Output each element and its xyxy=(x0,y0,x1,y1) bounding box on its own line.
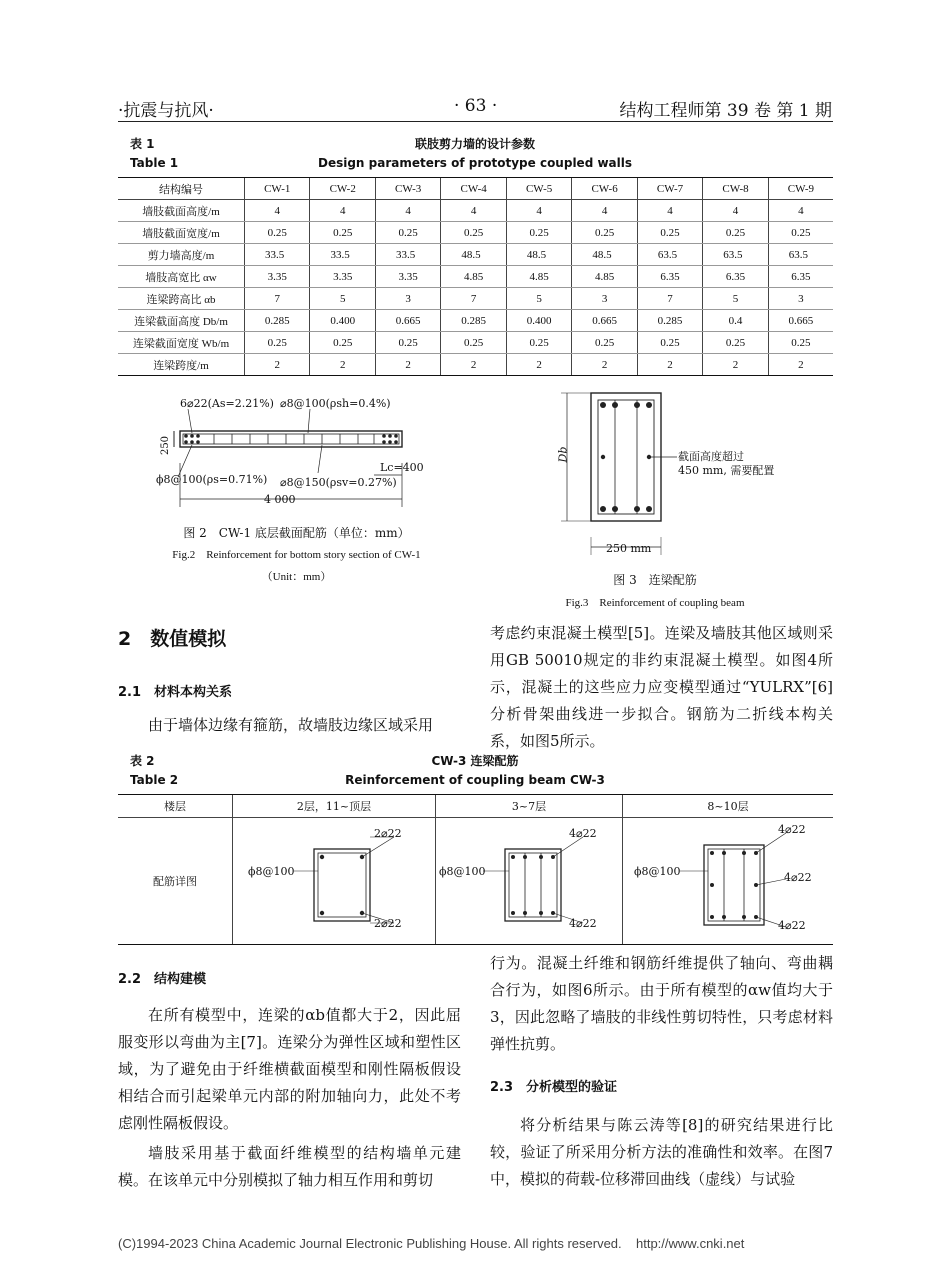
t1-col-cw-1: CW-1 xyxy=(245,178,310,200)
table-cell: 6.35 xyxy=(703,266,768,288)
table-cell: 5 xyxy=(506,288,571,310)
t2-detail-2 xyxy=(436,818,623,945)
footer-url: http://www.cnki.net xyxy=(636,1236,745,1251)
table2-title-en: Reinforcement of coupling beam CW-3 xyxy=(345,773,605,787)
row-label: 剪力墙高度/m xyxy=(118,244,245,266)
table-cell: 4.85 xyxy=(441,266,506,288)
t2-d3-top: 4⌀22 xyxy=(778,823,806,836)
table-row xyxy=(118,266,833,288)
section-2-2-title: 2.2 结构建模 xyxy=(118,972,207,987)
section-2-3-paragraph: 将分析结果与陈云涛等[8]的研究结果进行比较，验证了所采用分析方法的准确性和效率。在图7中，模拟的荷载-位移滞回曲线（虚线）与试验 xyxy=(490,1116,833,1188)
table-cell: 0.285 xyxy=(441,310,506,332)
table-cell: 0.25 xyxy=(703,332,768,354)
fig3-caption-en: Fig.3 Reinforcement of coupling beam xyxy=(565,597,745,609)
fig3-ann-note-line2: 450 mm, 需要配置 xyxy=(678,464,775,477)
table-cell: 0.25 xyxy=(768,222,833,244)
table2-label-en: Table 2 xyxy=(130,773,179,787)
t2-col-3-7: 3~7层 xyxy=(436,795,623,818)
fig3-caption-cn: 图 3 连梁配筋 xyxy=(613,573,697,587)
table-cell: 2 xyxy=(310,354,375,376)
t2-d3-mid: 4⌀22 xyxy=(784,871,812,884)
row-label: 墙肢截面宽度/m xyxy=(118,222,245,244)
table1-title-en: Design parameters of prototype coupled walls xyxy=(317,156,633,170)
t1-col-cw-4: CW-4 xyxy=(441,178,506,200)
table1-title-cn: 联肢剪力墙的设计参数 xyxy=(414,137,535,151)
fig2-ann-height: 250 xyxy=(160,435,172,456)
t2-col-2-11: 2层，11~顶层 xyxy=(233,795,436,818)
table-cell: 0.25 xyxy=(637,222,702,244)
table-cell: 2 xyxy=(506,354,571,376)
table-cell: 4.85 xyxy=(572,266,637,288)
fig2-ann-horizontal: ⌀8@100(ρsh=0.4%) xyxy=(280,397,391,410)
table2-label-cn: 表 2 xyxy=(130,754,155,768)
section-2-1-right-paragraph: 考虑约束混凝土模型[5]。连梁及墙肢其他区域则采用GB 50010规定的非约束混凝土模型。如图4所示，混凝土的这些应力应变模型通过“YULRX”[6]分析骨架曲线进一步拟合。钢筋为二折线本构关系，如图5所示。 xyxy=(490,624,833,750)
fig2-ann-width: 4 000 xyxy=(264,493,296,506)
header-page-number: · 63 · xyxy=(454,96,498,116)
table-cell: 7 xyxy=(441,288,506,310)
table-row xyxy=(118,244,833,266)
table-cell: 2 xyxy=(768,354,833,376)
table-cell: 3 xyxy=(572,288,637,310)
t2-col-floor: 楼层 xyxy=(118,795,233,818)
fig2-ann-stirrup: ϕ8@100(ρs=0.71%) xyxy=(156,473,268,486)
table-cell: 0.25 xyxy=(310,332,375,354)
t2-detail-3 xyxy=(623,818,834,945)
footer-copyright: (C)1994-2023 China Academic Journal Electronic Publishing House. All rights reserved. xyxy=(118,1236,622,1251)
table-cell: 0.25 xyxy=(245,332,310,354)
table-cell: 0.25 xyxy=(245,222,310,244)
table-cell: 0.25 xyxy=(768,332,833,354)
table-cell: 0.25 xyxy=(375,332,440,354)
row-label: 连梁跨高比 αb xyxy=(118,288,245,310)
table-row xyxy=(118,332,833,354)
table-row xyxy=(118,288,833,310)
table-cell: 3.35 xyxy=(245,266,310,288)
table-cell: 7 xyxy=(637,288,702,310)
table-cell: 33.5 xyxy=(245,244,310,266)
table-cell: 4 xyxy=(441,200,506,222)
header-journal: 结构工程师第 39 卷 第 1 期 xyxy=(619,101,832,121)
table-cell: 0.25 xyxy=(703,222,768,244)
table-cell: 4 xyxy=(245,200,310,222)
table-cell: 48.5 xyxy=(441,244,506,266)
table-cell: 63.5 xyxy=(768,244,833,266)
t2-d1-bottom: 2⌀22 xyxy=(374,917,402,930)
table-cell: 0.4 xyxy=(703,310,768,332)
table-cell: 2 xyxy=(375,354,440,376)
fig3-ann-width: 250 mm xyxy=(606,542,652,555)
table-cell: 4 xyxy=(310,200,375,222)
table-cell: 0.25 xyxy=(637,332,702,354)
table-cell: 0.25 xyxy=(506,332,571,354)
t2-detail-1-drawing xyxy=(234,819,434,943)
section-2-1-title: 2.1 材料本构关系 xyxy=(118,685,233,700)
table-cell: 0.25 xyxy=(441,332,506,354)
header-rule xyxy=(118,121,833,122)
table-cell: 33.5 xyxy=(375,244,440,266)
table-cell: 4.85 xyxy=(506,266,571,288)
t2-d1-stirrup: ϕ8@100 xyxy=(248,865,295,878)
table-cell: 4 xyxy=(768,200,833,222)
t1-col-cw-8: CW-8 xyxy=(703,178,768,200)
table-cell: 4 xyxy=(572,200,637,222)
t2-d3-bottom: 4⌀22 xyxy=(778,919,806,932)
header-section: ·抗震与抗风· xyxy=(118,101,214,121)
t2-col-8-10: 8~10层 xyxy=(623,795,834,818)
t2-detail-1 xyxy=(233,818,436,945)
table-cell: 2 xyxy=(572,354,637,376)
table-cell: 0.400 xyxy=(506,310,571,332)
table-cell: 3.35 xyxy=(310,266,375,288)
table-cell: 63.5 xyxy=(703,244,768,266)
table-cell: 3 xyxy=(768,288,833,310)
table-cell: 3 xyxy=(375,288,440,310)
fig2-caption-cn: 图 2 CW-1 底层截面配筋（单位：mm） xyxy=(183,526,410,540)
t2-row-label: 配筋详图 xyxy=(118,818,233,945)
table-cell: 6.35 xyxy=(768,266,833,288)
table-cell: 2 xyxy=(637,354,702,376)
table-cell: 2 xyxy=(703,354,768,376)
table-cell: 0.25 xyxy=(572,222,637,244)
table2-title-cn: CW-3 连梁配筋 xyxy=(431,754,519,768)
t1-col-cw-5: CW-5 xyxy=(506,178,571,200)
fig2-ann-lc: Lc=400 xyxy=(380,461,424,474)
t1-col-structure-id: 结构编号 xyxy=(118,178,245,200)
table-row xyxy=(118,310,833,332)
t1-col-cw-7: CW-7 xyxy=(637,178,702,200)
row-label: 连梁跨度/m xyxy=(118,354,245,376)
t2-d2-bottom: 4⌀22 xyxy=(569,917,597,930)
coupling-beam-reinforcement-table xyxy=(118,794,833,945)
t2-d1-top: 2⌀22 xyxy=(374,827,402,840)
fig2-caption-en-unit: （Unit：mm） xyxy=(261,571,332,583)
row-label: 连梁截面宽度 Wb/m xyxy=(118,332,245,354)
fig3-ann-db: Db xyxy=(556,446,570,463)
section-2-3-title: 2.3 分析模型的验证 xyxy=(490,1080,618,1095)
table-cell: 4 xyxy=(375,200,440,222)
table-row xyxy=(118,200,833,222)
table-cell: 3.35 xyxy=(375,266,440,288)
t1-col-cw-3: CW-3 xyxy=(375,178,440,200)
row-label: 连梁截面高度 Db/m xyxy=(118,310,245,332)
table-cell: 7 xyxy=(245,288,310,310)
table-cell: 0.25 xyxy=(310,222,375,244)
table-cell: 33.5 xyxy=(310,244,375,266)
table1-label-en: Table 1 xyxy=(130,156,179,170)
table-cell: 2 xyxy=(441,354,506,376)
table-row xyxy=(118,222,833,244)
fig2-caption-en: Fig.2 Reinforcement for bottom story section of CW-1 xyxy=(172,549,421,561)
t2-d2-stirrup: ϕ8@100 xyxy=(439,865,486,878)
table-cell: 0.25 xyxy=(375,222,440,244)
fig3-ann-note-line1: 截面高度超过 xyxy=(678,450,744,463)
right-col-paragraph-1: 行为。混凝土纤维和钢筋纤维提供了轴向、弯曲耦合行为，如图6所示。由于所有模型的αw值均大于3，因此忽略了墙肢的非线性剪切特性，只考虑材料弹性抗剪。 xyxy=(490,954,833,1053)
t1-col-cw-2: CW-2 xyxy=(310,178,375,200)
table-row xyxy=(118,354,833,376)
table-cell: 0.665 xyxy=(375,310,440,332)
section-2-1-left-paragraph: 由于墙体边缘有箍筋，故墙肢边缘区域采用 xyxy=(148,716,434,734)
table-cell: 0.25 xyxy=(572,332,637,354)
table-cell: 5 xyxy=(310,288,375,310)
t2-d3-stirrup: ϕ8@100 xyxy=(634,865,681,878)
row-label: 墙肢高宽比 αw xyxy=(118,266,245,288)
table-cell: 5 xyxy=(703,288,768,310)
table-cell: 0.285 xyxy=(245,310,310,332)
section-2-2-paragraph-1: 在所有模型中，连梁的αb值都大于2，因此屈服变形以弯曲为主[7]。连梁分为弹性区域和塑性区域，为了避免由于纤维横截面模型和刚性隔板假设相结合而引起梁单元内部的附加轴向力，此处不考虑刚性隔板假设。 xyxy=(118,1006,461,1132)
table-cell: 63.5 xyxy=(637,244,702,266)
table-cell: 0.665 xyxy=(768,310,833,332)
section-2-title: 2 数值模拟 xyxy=(118,628,227,650)
table-cell: 0.400 xyxy=(310,310,375,332)
table-cell: 0.25 xyxy=(506,222,571,244)
t1-col-cw-6: CW-6 xyxy=(572,178,637,200)
table-cell: 2 xyxy=(245,354,310,376)
table-cell: 48.5 xyxy=(572,244,637,266)
table-cell: 48.5 xyxy=(506,244,571,266)
table-cell: 4 xyxy=(637,200,702,222)
row-label: 墙肢截面高度/m xyxy=(118,200,245,222)
table-cell: 0.285 xyxy=(637,310,702,332)
design-parameter-table xyxy=(118,177,833,376)
t1-col-cw-9: CW-9 xyxy=(768,178,833,200)
table-cell: 4 xyxy=(703,200,768,222)
fig2-ann-vertical: ⌀8@150(ρsv=0.27%) xyxy=(280,476,397,489)
table-cell: 4 xyxy=(506,200,571,222)
table-cell: 0.665 xyxy=(572,310,637,332)
table-cell: 6.35 xyxy=(637,266,702,288)
table1-label-cn: 表 1 xyxy=(130,137,155,151)
t2-d2-top: 4⌀22 xyxy=(569,827,597,840)
table-cell: 0.25 xyxy=(441,222,506,244)
section-2-2-paragraph-2: 墙肢采用基于截面纤维模型的结构墙单元建模。在该单元中分别模拟了轴力相互作用和剪切 xyxy=(118,1144,461,1189)
fig2-ann-longitudinal: 6⌀22(As=2.21%) xyxy=(180,397,274,410)
